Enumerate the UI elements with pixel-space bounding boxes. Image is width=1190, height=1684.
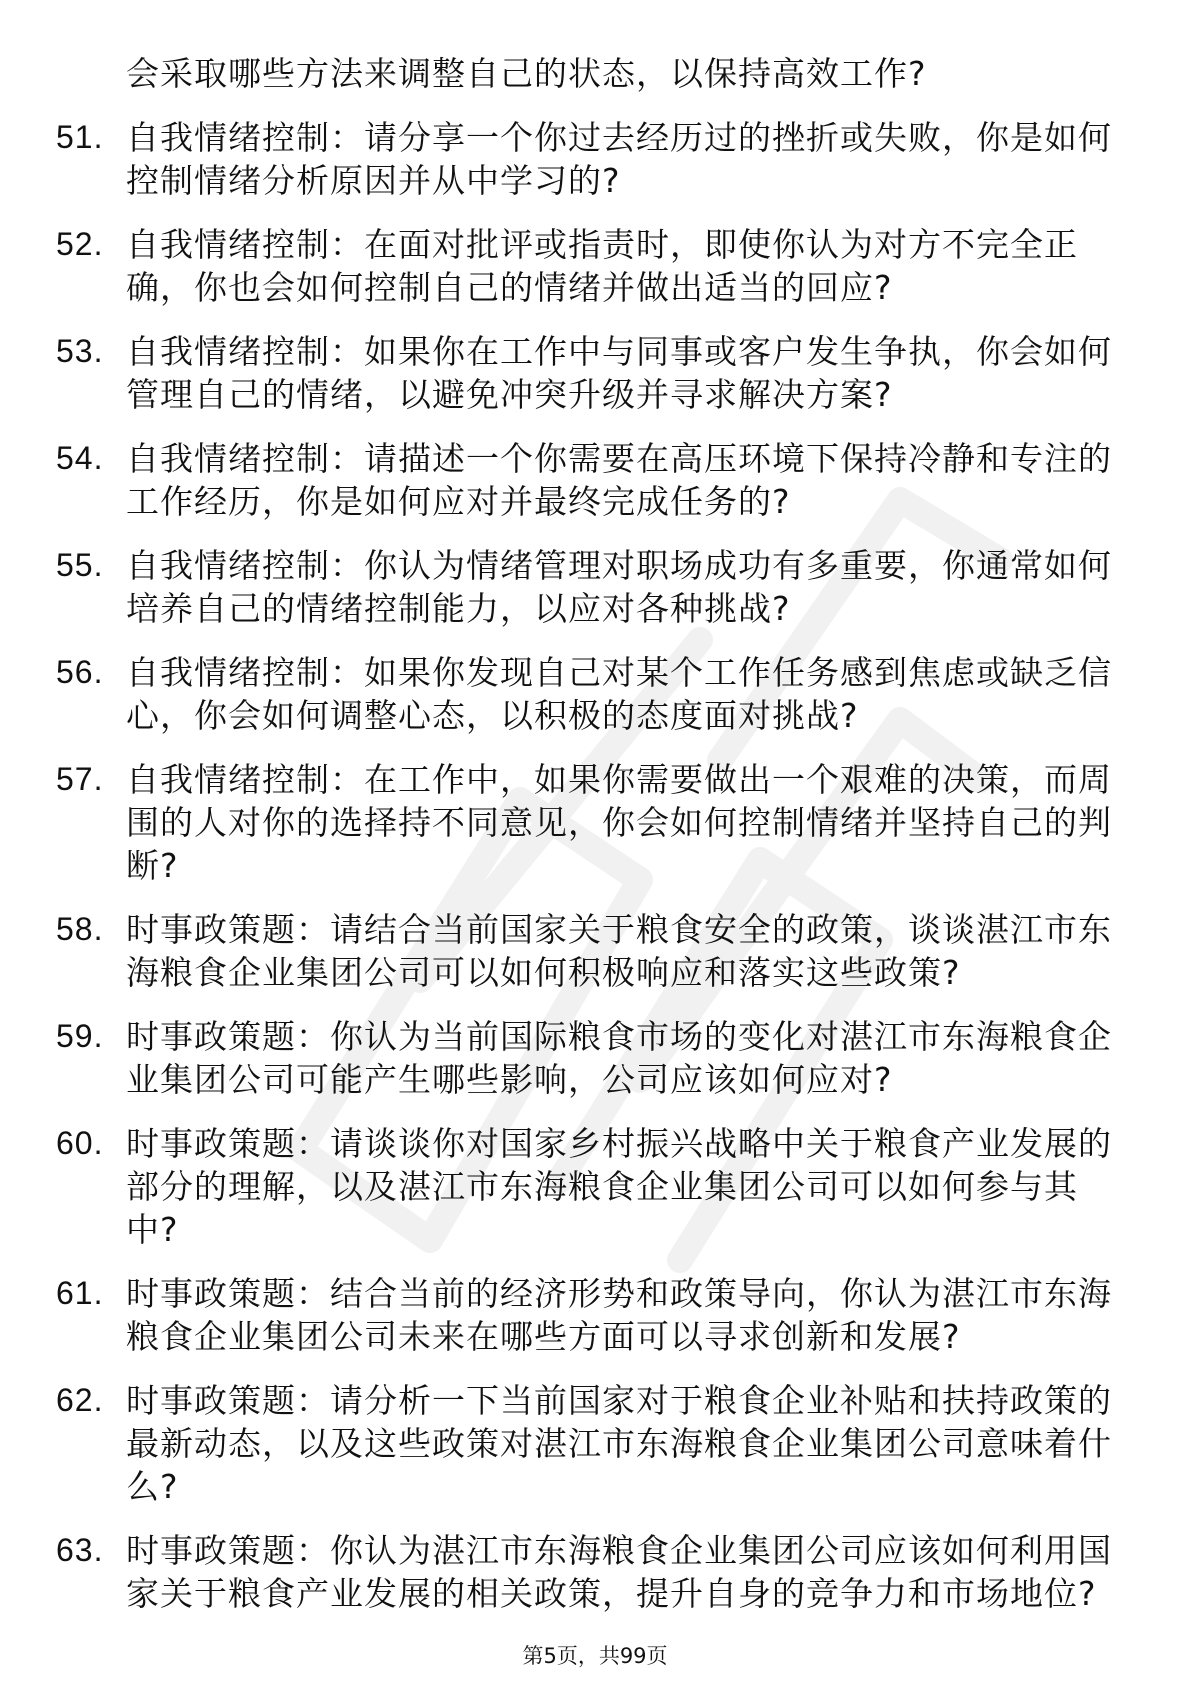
question-number: 59. bbox=[56, 1018, 104, 1054]
list-item bbox=[56, 1379, 1116, 1508]
list-item bbox=[56, 1122, 1116, 1251]
list-item bbox=[56, 908, 1116, 994]
question-text: 时事政策题：请结合当前国家关于粮食安全的政策，谈谈湛江市东海粮食企业集团公司可以如何积极响应和落实这些政策? bbox=[126, 910, 1112, 992]
list-item bbox=[56, 330, 1116, 416]
list-item bbox=[56, 1272, 1116, 1358]
list-item bbox=[56, 116, 1116, 202]
question-number: 52. bbox=[56, 226, 104, 262]
page-number-label: 第5页，共99页 bbox=[522, 1644, 668, 1668]
question-text: 自我情绪控制：你认为情绪管理对职场成功有多重要，你通常如何培养自己的情绪控制能力，以应对各种挑战? bbox=[126, 546, 1112, 628]
list-item bbox=[56, 1529, 1116, 1615]
question-number: 58. bbox=[56, 911, 104, 947]
list-item bbox=[56, 437, 1116, 523]
question-text: 时事政策题：你认为湛江市东海粮食企业集团公司应该如何利用国家关于粮食产业发展的相关政策，提升自身的竞争力和市场地位? bbox=[126, 1531, 1112, 1613]
question-text: 自我情绪控制：在工作中，如果你需要做出一个艰难的决策，而周围的人对你的选择持不同意见，你会如何控制情绪并坚持自己的判断? bbox=[126, 760, 1112, 885]
question-number: 56. bbox=[56, 654, 104, 690]
question-text: 自我情绪控制：在面对批评或指责时，即使你认为对方不完全正确，你也会如何控制自己的情绪并做出适当的回应? bbox=[126, 225, 1078, 307]
question-text: 自我情绪控制：如果你在工作中与同事或客户发生争执，你会如何管理自己的情绪，以避免冲突升级并寻求解决方案? bbox=[126, 332, 1112, 414]
question-text: 时事政策题：请谈谈你对国家乡村振兴战略中关于粮食产业发展的部分的理解，以及湛江市东海粮食企业集团公司可以如何参与其中? bbox=[126, 1124, 1112, 1249]
question-content bbox=[56, 52, 1116, 1636]
continuation-text: 会采取哪些方法来调整自己的状态，以保持高效工作? bbox=[126, 54, 927, 93]
list-item bbox=[56, 1015, 1116, 1101]
question-number: 61. bbox=[56, 1275, 104, 1311]
question-number: 53. bbox=[56, 333, 104, 369]
question-number: 55. bbox=[56, 547, 104, 583]
question-text: 时事政策题：请分析一下当前国家对于粮食企业补贴和扶持政策的最新动态，以及这些政策对湛江市东海粮食企业集团公司意味着什么? bbox=[126, 1381, 1112, 1506]
question-text: 时事政策题：结合当前的经济形势和政策导向，你认为湛江市东海粮食企业集团公司未来在哪些方面可以寻求创新和发展? bbox=[126, 1274, 1112, 1356]
question-number: 51. bbox=[56, 119, 104, 155]
list-item bbox=[56, 758, 1116, 887]
list-item bbox=[56, 651, 1116, 737]
question-number: 57. bbox=[56, 761, 104, 797]
question-number: 54. bbox=[56, 440, 104, 476]
question-number: 63. bbox=[56, 1532, 104, 1568]
question-list bbox=[56, 116, 1116, 1615]
page-footer bbox=[0, 1640, 1190, 1670]
question-text: 自我情绪控制：如果你发现自己对某个工作任务感到焦虑或缺乏信心，你会如何调整心态，以积极的态度面对挑战? bbox=[126, 653, 1112, 735]
list-item bbox=[56, 544, 1116, 630]
question-text: 时事政策题：你认为当前国际粮食市场的变化对湛江市东海粮食企业集团公司可能产生哪些影响，公司应该如何应对? bbox=[126, 1017, 1112, 1099]
question-text: 自我情绪控制：请描述一个你需要在高压环境下保持冷静和专注的工作经历，你是如何应对并最终完成任务的? bbox=[126, 439, 1112, 521]
question-number: 60. bbox=[56, 1125, 104, 1161]
question-text: 自我情绪控制：请分享一个你过去经历过的挫折或失败，你是如何控制情绪分析原因并从中学习的? bbox=[126, 118, 1112, 200]
question-number: 62. bbox=[56, 1382, 104, 1418]
list-item bbox=[56, 223, 1116, 309]
